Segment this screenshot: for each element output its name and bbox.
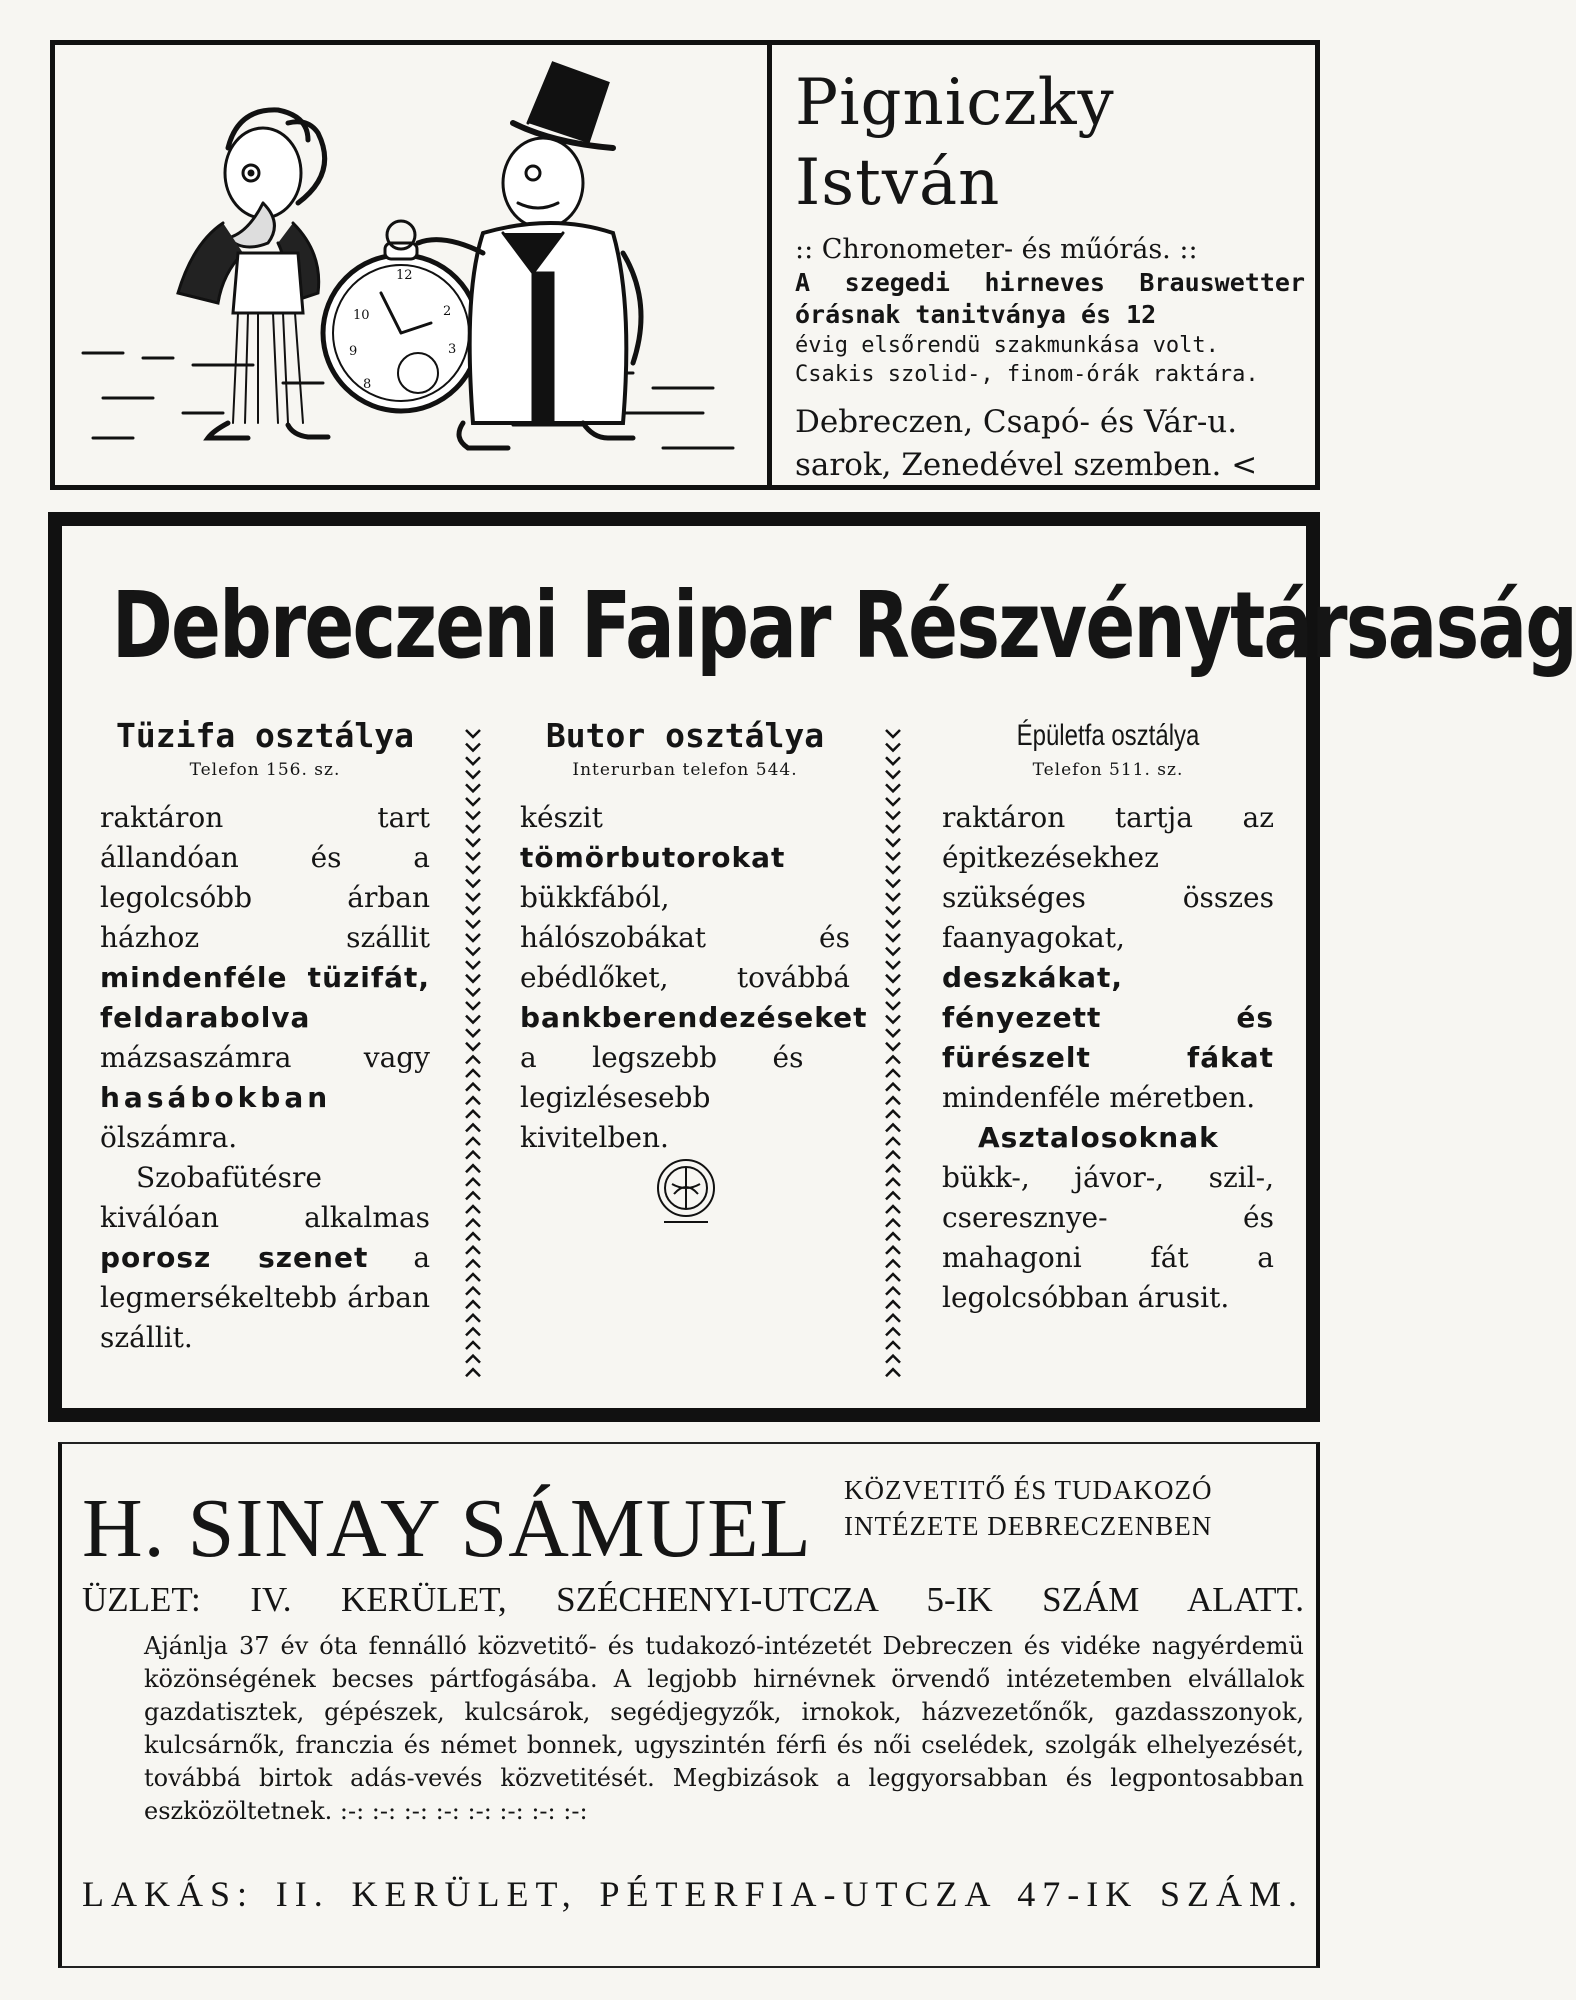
column-firewood (100, 716, 430, 1358)
column-heading: Épületfa osztálya (1016, 719, 1200, 752)
column-body (942, 798, 1274, 1318)
company-title: Debreczeni Faipar Részvénytársaság (111, 571, 1576, 679)
svg-text:2: 2 (443, 304, 452, 319)
bold-run: hasábokban (100, 1081, 332, 1114)
bold-run: tömörbutorokat (520, 841, 786, 874)
shop-address: ÜZLET: IV. KERÜLET, SZÉCHENYI-UTCZA 5-IK SZÁM ALATT. (82, 1580, 1304, 1619)
text-run: a legmersékeltebb árban szállit. (100, 1241, 431, 1354)
text-run: bükk-, jávor-, szil-, cseresznye- és mahagoni fát a legolcsóbban árusit. (942, 1161, 1274, 1314)
column-body (520, 798, 868, 1158)
institute-title (844, 1472, 1304, 1544)
text-run: a legszebb és legizlésesebb kivitelben. (520, 1041, 804, 1154)
text-run: raktáron tart állandóan és a legolcsóbb árban házhoz szállit (100, 801, 430, 954)
svg-text:9: 9 (349, 344, 358, 359)
text-run: ölszámra. (100, 1121, 238, 1154)
bold-run: deszkákat, fényezett és fürészelt fákat (942, 961, 1274, 1074)
bold-run: Asztalosoknak (978, 1121, 1219, 1154)
column-phone: Telefon 511. sz. (1032, 760, 1184, 780)
apprenticeship-text: A szegedi hirneves Brauswetter órásnak tanitványa és 12 (795, 268, 1305, 329)
ad-body-text: Ajánlja 37 év óta fennálló közvetitő- és tudakozó-intézetét Debreczen és vidéke nagyérdemü közönségének becses pártfogásába. A legjobb hirnévnek örvendő intézetemben elvállalok gazdatisztek, gépészek, kulcsárok, segédjegyzők, irnokok, házvezetőnők, gazdasszonyok, kulcsárnők, franczia és német bonnek, ugyszintén férfi és női cselédek, szolgák elhelyezését, továbbá birtok adás-vevés közvetitését. Megbizások a leggyorsabban és legpontosabban eszközöltetnek. :-: :-: :-: :-: :-: :-: :-: :-: (144, 1632, 1304, 1825)
pigniczky-text (795, 63, 1305, 487)
bold-run: bankberendezéseket (520, 1001, 868, 1034)
text-run: Szobafütésre kiválóan alkalmas (100, 1161, 430, 1234)
svg-text:12: 12 (396, 268, 413, 283)
text-run: raktáron tartja az épitkezésekhez szükséges összes faanyagokat, (942, 801, 1274, 954)
sinay-ad (58, 1442, 1320, 1968)
column-phone: Telefon 156. sz. (189, 760, 341, 780)
home-address: LAKÁS: II. KERÜLET, PÉTERFIA-UTCZA 47-IK SZÁM. (82, 1874, 1304, 1914)
company-emblem-icon (654, 1154, 718, 1228)
address-line-1: Debreczen, Csapó- és Vár-u. (795, 404, 1238, 440)
text-run: mázsaszámra vagy (100, 1041, 430, 1074)
bold-run: porosz szenet (100, 1241, 369, 1274)
column-timber (942, 716, 1274, 1318)
profession-line: :: Chronometer- és műórás. :: (795, 234, 1198, 265)
advertiser-name: Pigniczky István (795, 66, 1115, 220)
svg-text:10: 10 (353, 308, 370, 323)
pigniczky-ad (50, 40, 1320, 490)
institute-line-2: INTÉZETE DEBRECZENBEN (844, 1511, 1213, 1541)
ad-divider (767, 45, 772, 485)
institute-line-1: KÖZVETITŐ ÉS TUDAKOZÓ (844, 1475, 1213, 1505)
bold-run: mindenféle tüzifát, feldarabolva (100, 961, 430, 1034)
column-furniture (520, 716, 868, 1158)
column-body (100, 798, 430, 1358)
address-line-2: sarok, Zenedével szemben. < (795, 447, 1258, 483)
column-phone: Interurban telefon 544. (572, 760, 798, 780)
chevron-divider-right (882, 724, 904, 1392)
chevron-divider-left (462, 724, 484, 1392)
column-heading: Butor osztálya (545, 716, 825, 755)
faipar-ad (48, 512, 1576, 1422)
svg-text:8: 8 (363, 377, 372, 392)
cartoon-illustration (63, 53, 757, 478)
text-run: bükkfából, hálószobákat és ebédlőket, továbbá (520, 881, 850, 994)
stock-text: Csakis szolid-, finom-órák raktára. (795, 362, 1259, 387)
text-run: készit (520, 801, 603, 834)
advertiser-name: H. SINAY SÁMUEL (82, 1482, 812, 1575)
column-heading: Tüzifa osztálya (115, 716, 414, 755)
experience-text: évig elsőrendü szakmunkása volt. (795, 333, 1219, 358)
text-run: mindenféle méretben. (942, 1081, 1256, 1114)
svg-text:3: 3 (448, 342, 457, 357)
